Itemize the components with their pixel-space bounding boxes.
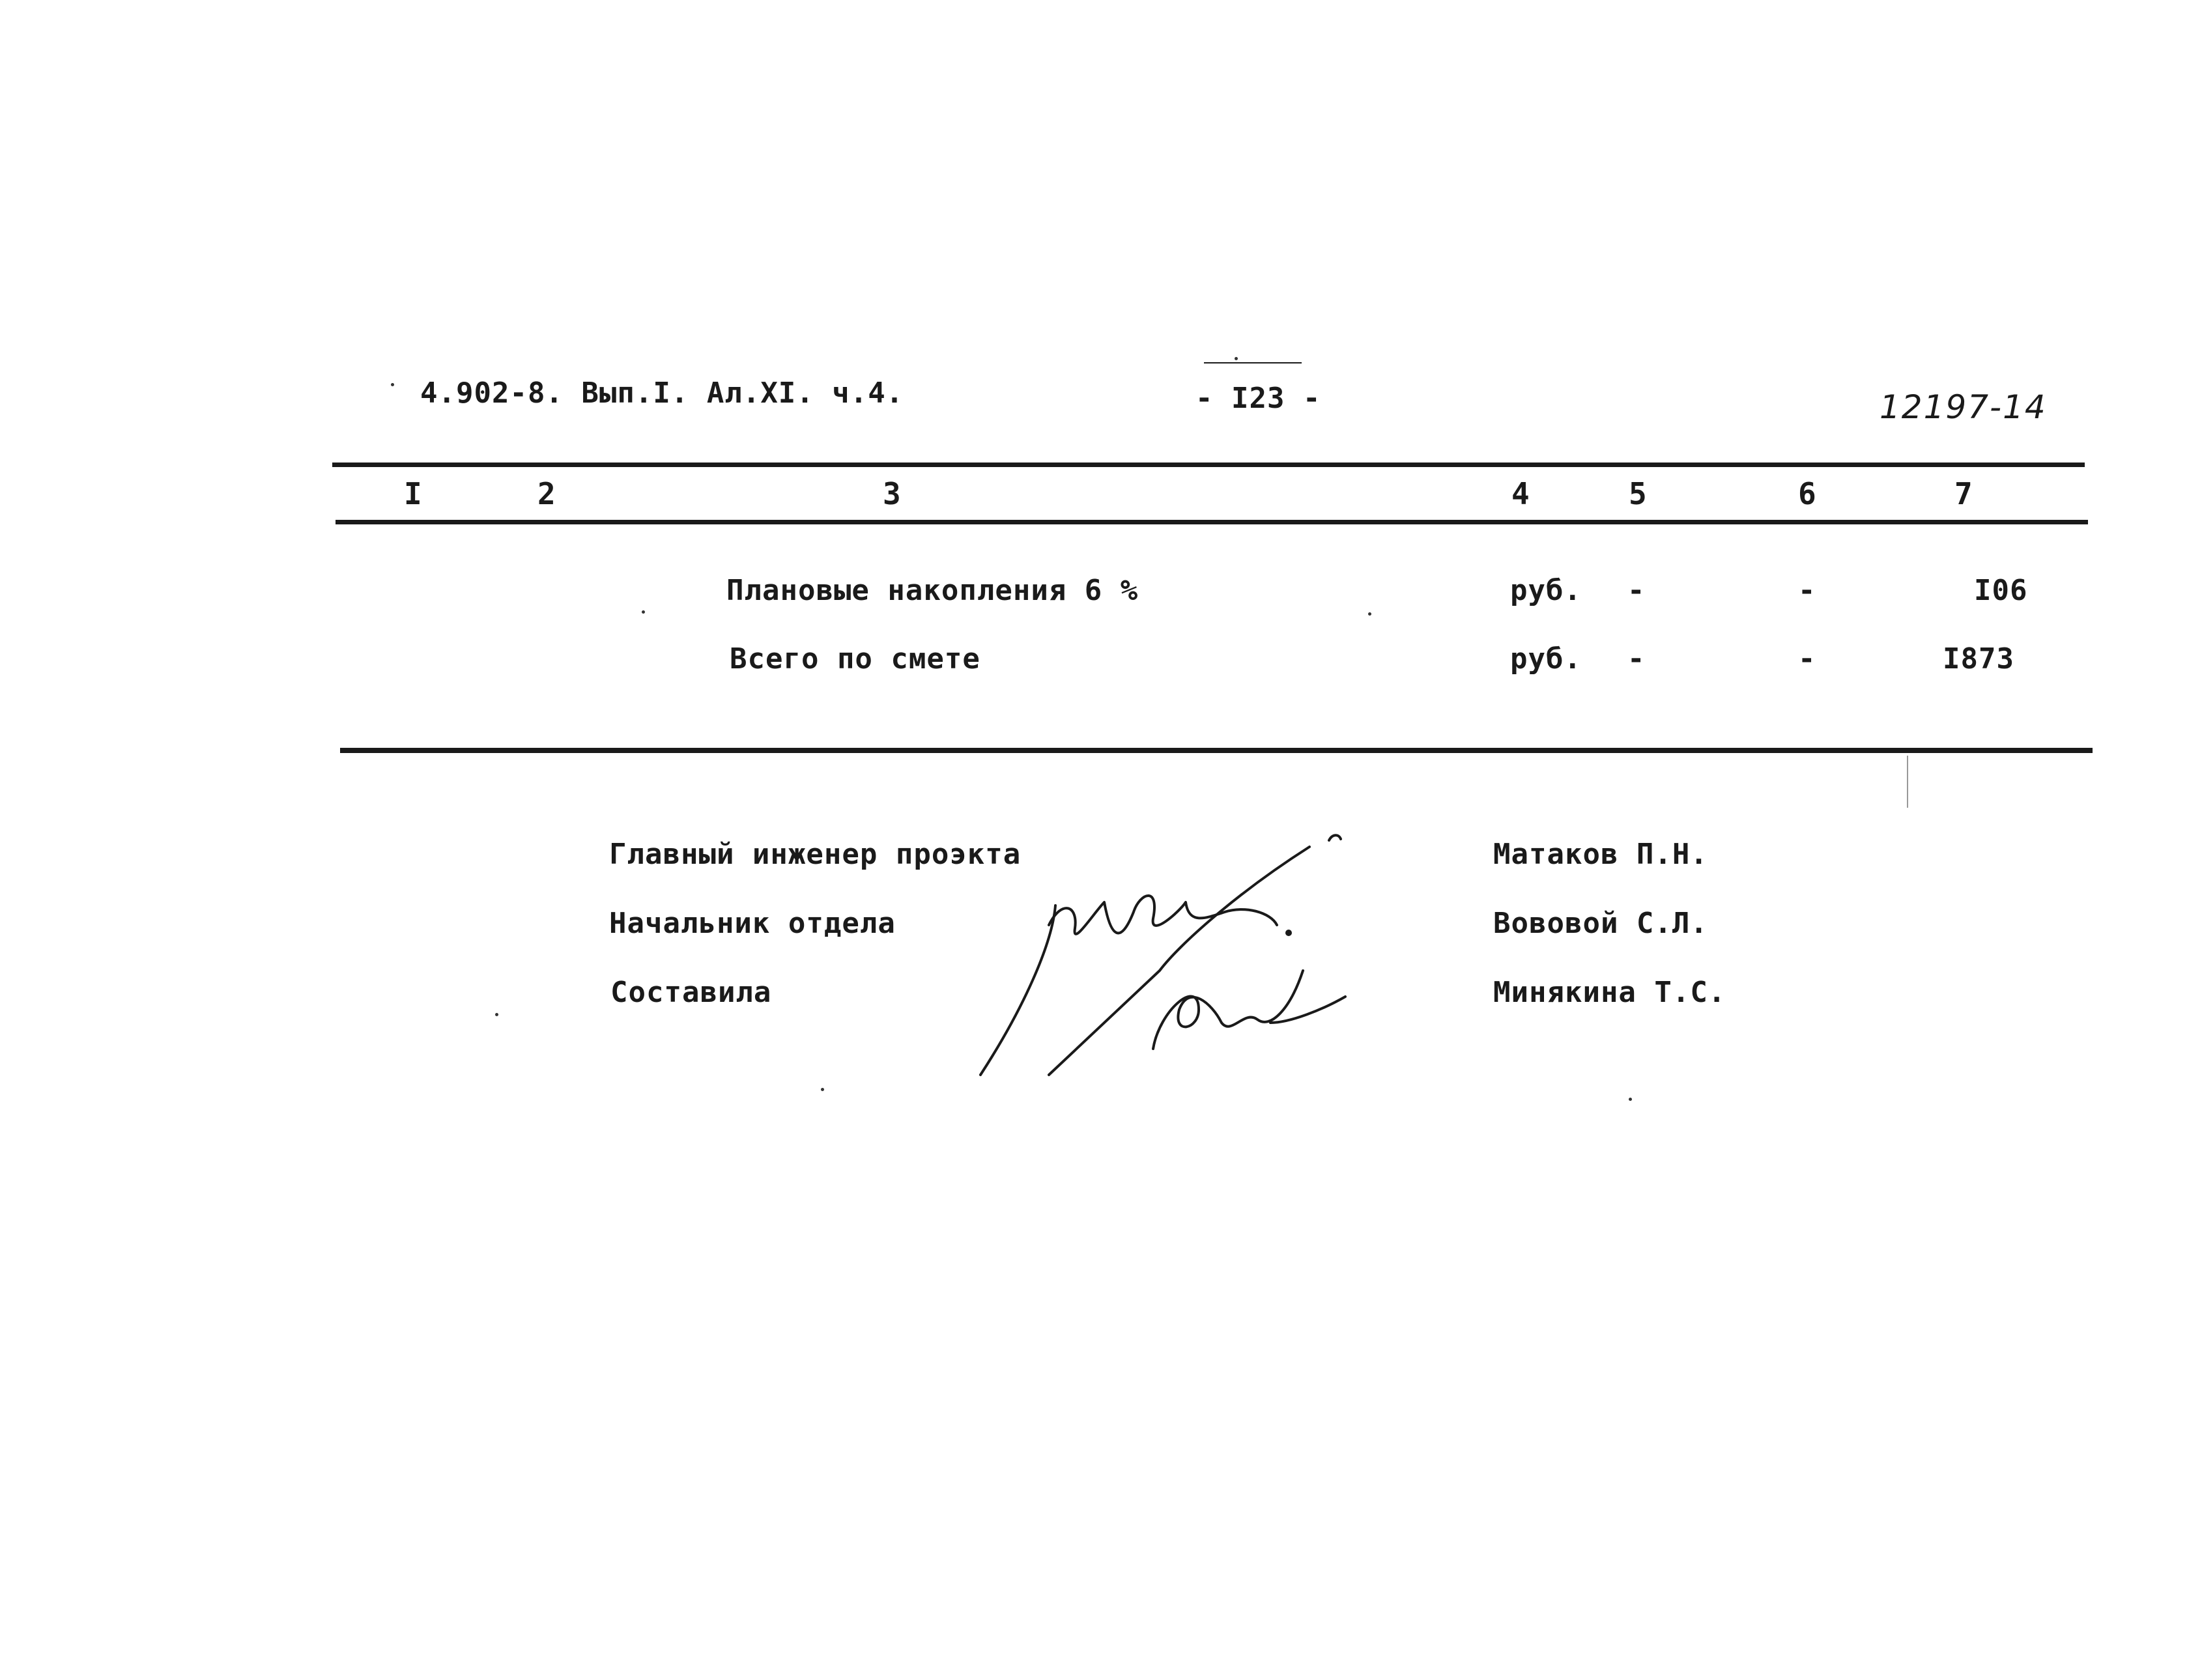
table-row-2-unit: руб. bbox=[1510, 642, 1582, 676]
scan-speck bbox=[821, 1088, 824, 1091]
table-row-2-col5: - bbox=[1627, 642, 1646, 676]
column-header-7: 7 bbox=[1954, 476, 1973, 511]
scan-speck bbox=[1235, 357, 1238, 360]
column-header-6: 6 bbox=[1798, 476, 1817, 511]
signature-name-1: Матаков П.Н. bbox=[1493, 838, 1708, 871]
table-row-1-col7: I06 bbox=[1974, 574, 2028, 607]
table-top-rule bbox=[332, 463, 2085, 467]
table-header-rule bbox=[336, 520, 2088, 524]
column-header-1: I bbox=[404, 476, 423, 511]
scan-speck bbox=[495, 1013, 498, 1016]
handwritten-signature bbox=[964, 814, 1368, 1088]
scan-speck bbox=[642, 610, 645, 614]
table-row-2-col6: - bbox=[1798, 642, 1816, 676]
signature-name-2: Вововой С.Л. bbox=[1493, 907, 1708, 940]
scan-speck bbox=[1629, 1098, 1632, 1101]
scan-mark bbox=[1907, 756, 1908, 808]
scan-speck bbox=[391, 383, 394, 386]
document-reference: 4.902-8. Вып.I. Ал.XI. ч.4. bbox=[420, 377, 904, 410]
table-row-1-col6: - bbox=[1798, 574, 1816, 607]
signature-role-1: Главный инженер проэкта bbox=[609, 838, 1022, 871]
column-header-3: 3 bbox=[883, 476, 902, 511]
table-bottom-rule bbox=[340, 748, 2093, 753]
table-row-1-unit: руб. bbox=[1510, 574, 1582, 607]
scan-mark bbox=[1204, 362, 1302, 363]
table-row-1-name: Плановые накопления 6 % bbox=[726, 574, 1139, 607]
signature-name-3: Минякина Т.С. bbox=[1493, 976, 1726, 1009]
signature-role-3: Составила bbox=[610, 976, 772, 1009]
page-number: - I23 - bbox=[1195, 382, 1321, 415]
column-header-2: 2 bbox=[537, 476, 556, 511]
column-header-5: 5 bbox=[1629, 476, 1648, 511]
signature-role-2: Начальник отдела bbox=[609, 907, 896, 940]
table-row-1-col5: - bbox=[1627, 574, 1646, 607]
scan-speck bbox=[1368, 612, 1371, 616]
archive-number: 12197-14 bbox=[1880, 388, 2047, 426]
table-row-2-name: Всего по смете bbox=[730, 642, 980, 676]
table-row-2-col7: I873 bbox=[1943, 642, 2014, 676]
column-header-4: 4 bbox=[1511, 476, 1530, 511]
